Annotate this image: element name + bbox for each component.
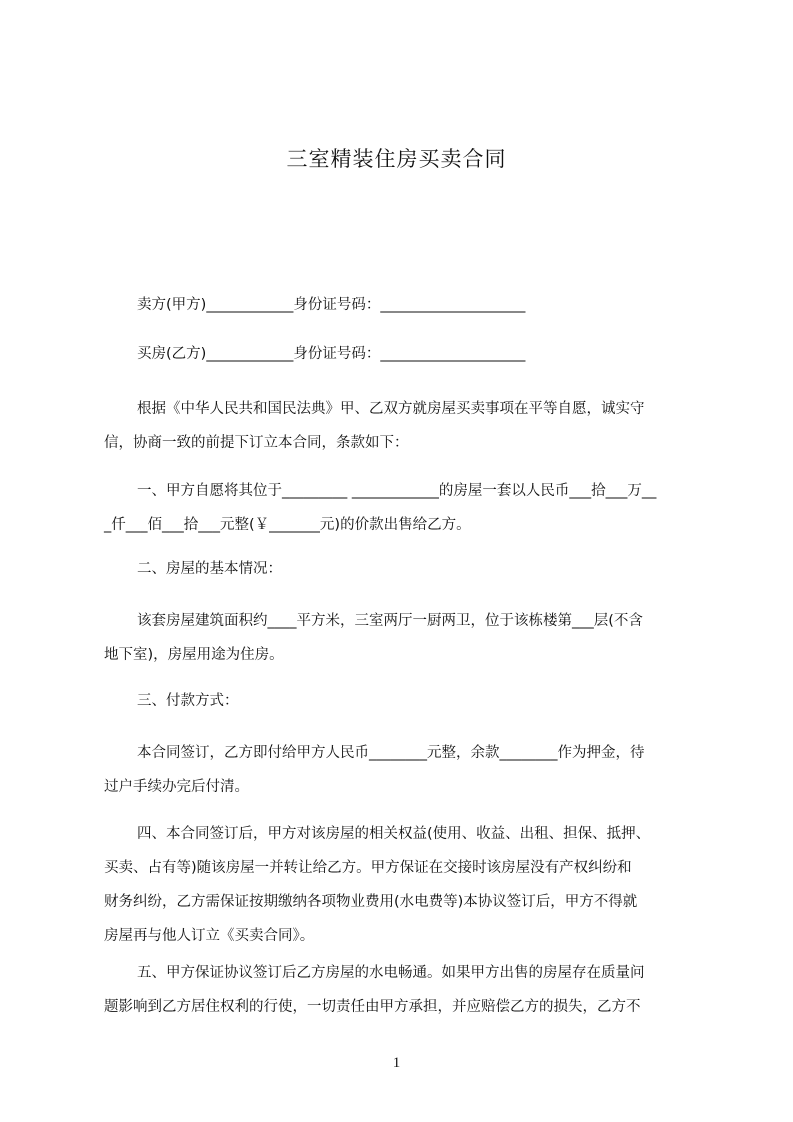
- clause-1-line-2: _仟___佰___拾___元整(￥_______元)的价款出售给乙方。: [104, 517, 471, 533]
- clause-4-line-4: 房屋再与他人订立《买卖合同》。: [104, 928, 315, 944]
- preamble-paragraph: [104, 392, 702, 460]
- seller-line-text: 卖方(甲方)____________身份证号码：____________________: [137, 297, 526, 313]
- buyer-line: [104, 337, 702, 371]
- buyer-line-text: 买房(乙方)____________身份证号码：____________________: [137, 346, 526, 362]
- property-info-paragraph: [104, 604, 702, 672]
- clause-1-paragraph: [104, 474, 702, 542]
- payment-line-1: 本合同签订，乙方即付给甲方人民币________元整，余款________作为押金，待: [137, 745, 645, 761]
- clause-1-line-1: 一、甲方自愿将其位于_________ ____________的房屋一套以人民币___拾___万__: [137, 483, 657, 499]
- payment-paragraph: [104, 736, 702, 804]
- preamble-line-2: 信，协商一致的前提下订立本合同，条款如下：: [104, 435, 409, 451]
- clause-4-line-1: 四、本合同签订后，甲方对该房屋的相关权益(使用、收益、出租、担保、抵押、: [137, 826, 651, 842]
- clause-4-line-2: 买卖、占有等)随该房屋一并转让给乙方。甲方保证在交接时该房屋没有产权纠纷和: [104, 860, 632, 876]
- clause-5-line-2: 题影响到乙方居住权利的行使，一切责任由甲方承担，并应赔偿乙方的损失，乙方不: [104, 999, 641, 1015]
- clause-4-line-3: 财务纠纷，乙方需保证按期缴纳各项物业费用(水电费等)本协议签订后，甲方不得就: [104, 894, 638, 910]
- page-number: 1: [392, 1055, 401, 1071]
- clause-3-heading-text: 三、付款方式：: [137, 693, 239, 709]
- clause-5-line-1: 五、甲方保证协议签订后乙方房屋的水电畅通。如果甲方出售的房屋存在质量问: [137, 965, 645, 981]
- clause-2-heading-text: 二、房屋的基本情况：: [137, 561, 282, 577]
- clause-3-heading: [104, 684, 702, 718]
- preamble-line-1: 根据《中华人民共和国民法典》甲、乙双方就房屋买卖事项在平等自愿，诚实守: [137, 401, 645, 417]
- clause-5-paragraph: [104, 956, 702, 1024]
- seller-line: [104, 288, 702, 322]
- property-info-line-2: 地下室)，房屋用途为住房。: [104, 647, 284, 663]
- property-info-line-1: 该套房屋建筑面积约____平方米，三室两厅一厨两卫，位于该栋楼第___层(不含: [137, 613, 643, 629]
- clause-2-heading: [104, 552, 702, 586]
- payment-line-2: 过户手续办完后付清。: [104, 779, 249, 795]
- contract-title: 三室精装住房买卖合同: [286, 147, 507, 171]
- clause-4-paragraph: [104, 817, 702, 953]
